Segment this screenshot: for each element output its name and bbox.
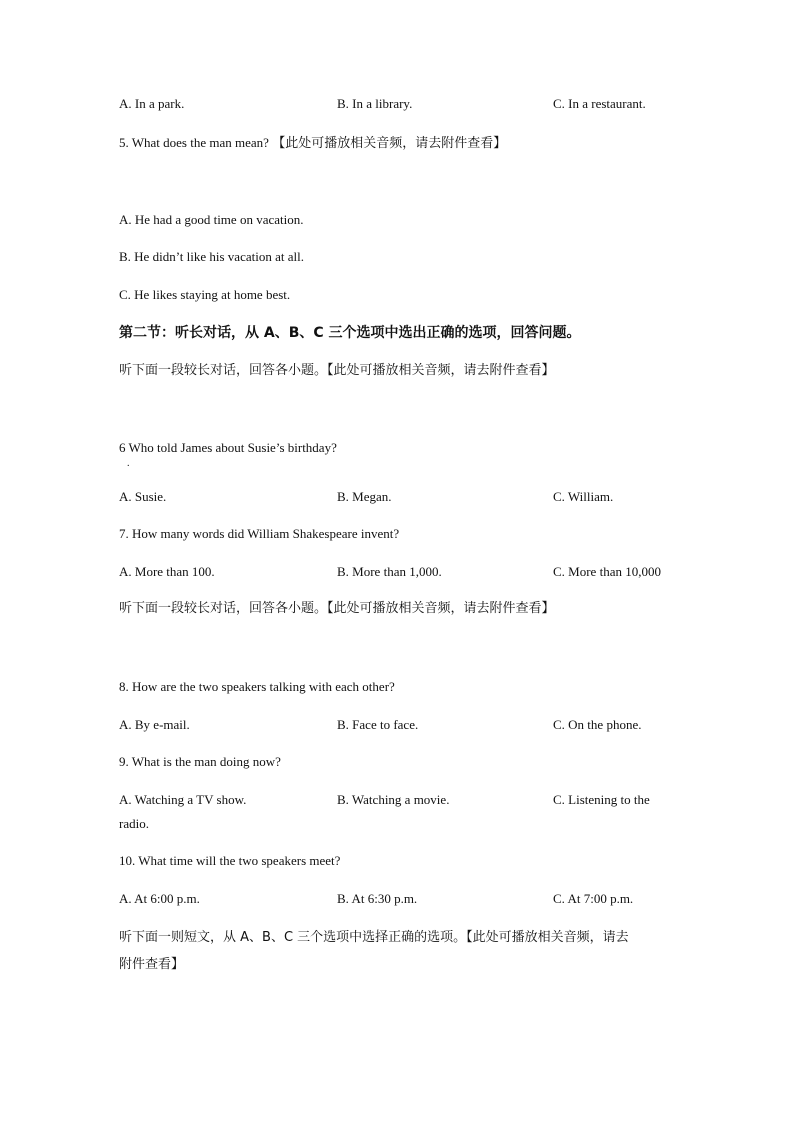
q7-question: 7. How many words did William Shakespeare invent? — [119, 526, 400, 541]
q5-line — [119, 135, 679, 152]
q4-option-b: B. In a library. — [337, 96, 413, 111]
instruction-3-line-1: 听下面一则短文，从 A、B、C 三个选项中选择正确的选项。【此处可播放相关音频，请去 — [119, 930, 629, 945]
instruction-2: 听下面一段较长对话，回答各小题。【此处可播放相关音频，请去附件查看】 — [119, 601, 555, 616]
q7-options — [119, 564, 679, 580]
q6-option-c: C. William. — [553, 489, 614, 504]
q8-options — [119, 717, 679, 733]
q6-dot: . — [127, 458, 130, 469]
q4-option-a: A. In a park. — [119, 96, 185, 111]
section-2-heading: 第二节：听长对话，从 A、B、C 三个选项中选出正确的选项，回答问题。 — [119, 325, 581, 341]
q9-option-c-continued: radio. — [119, 816, 149, 831]
q6-option-b: B. Megan. — [337, 489, 392, 504]
instruction-3-line-2: 附件查看】 — [119, 957, 185, 972]
q5-option-a: A. He had a good time on vacation. — [119, 212, 304, 227]
q9-options — [119, 792, 679, 808]
q7-option-a: A. More than 100. — [119, 564, 215, 579]
q9-option-c: C. Listening to the — [553, 792, 650, 807]
q9-option-b: B. Watching a movie. — [337, 792, 450, 807]
q8-option-c: C. On the phone. — [553, 717, 642, 732]
q8-question: 8. How are the two speakers talking with each other? — [119, 679, 395, 694]
q10-question: 10. What time will the two speakers meet? — [119, 853, 341, 868]
q5-option-c: C. He likes staying at home best. — [119, 287, 291, 302]
q6-options — [119, 489, 679, 505]
q10-option-b: B. At 6:30 p.m. — [337, 891, 418, 906]
q8-option-a: A. By e-mail. — [119, 717, 190, 732]
q6-option-a: A. Susie. — [119, 489, 167, 504]
q5-option-b: B. He didn’t like his vacation at all. — [119, 249, 304, 264]
q7-option-c: C. More than 10,000 — [553, 564, 661, 579]
q10-option-c: C. At 7:00 p.m. — [553, 891, 634, 906]
q9-option-a: A. Watching a TV show. — [119, 792, 247, 807]
q9-question: 9. What is the man doing now? — [119, 754, 281, 769]
q10-option-a: A. At 6:00 p.m. — [119, 891, 200, 906]
q10-options — [119, 891, 679, 907]
instruction-1: 听下面一段较长对话，回答各小题。【此处可播放相关音频，请去附件查看】 — [119, 363, 555, 378]
q4-option-c: C. In a restaurant. — [553, 96, 646, 111]
q5-question: 5. What does the man mean? — [119, 135, 269, 150]
q8-option-b: B. Face to face. — [337, 717, 419, 732]
q6-question: 6 Who told James about Susie’s birthday? — [119, 440, 337, 455]
q4-options — [119, 96, 679, 112]
q5-audio-note: 【此处可播放相关音频，请去附件查看】 — [272, 136, 507, 151]
q7-option-b: B. More than 1,000. — [337, 564, 442, 579]
